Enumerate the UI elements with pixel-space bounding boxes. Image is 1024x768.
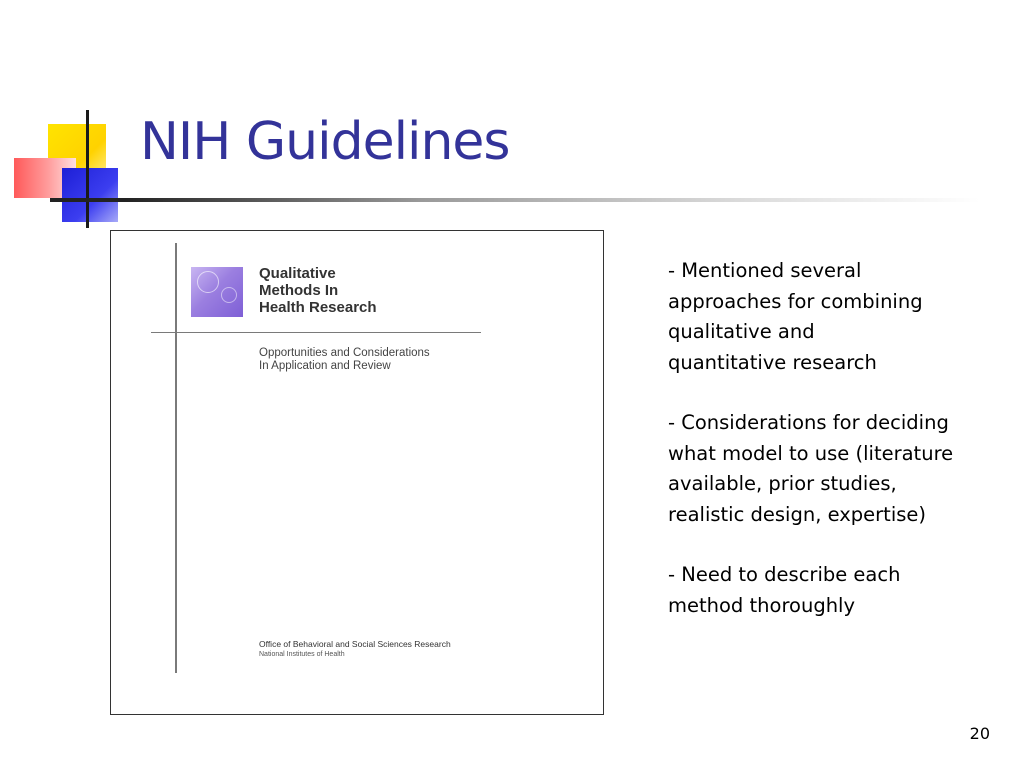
bullet-line: method thoroughly	[668, 593, 856, 617]
cover-subtitle-line: In Application and Review	[259, 360, 391, 372]
bullet-item	[668, 256, 1013, 378]
page-number: 20	[969, 724, 990, 743]
cover-footer	[259, 639, 451, 660]
bullet-line: what model to use (literature	[668, 441, 954, 465]
cover-title-line: Methods In	[259, 282, 339, 299]
cover-title-line: Qualitative	[259, 265, 336, 282]
report-cover-image	[110, 230, 604, 715]
bullet-line: approaches for combining	[668, 289, 923, 313]
cover-footer-org: Office of Behavioral and Social Sciences Research	[259, 639, 451, 649]
cover-title-line: Health Research	[259, 299, 377, 316]
slide-title: NIH Guidelines	[140, 112, 510, 172]
cover-vertical-rule	[175, 243, 177, 673]
cover-bubble-icon	[191, 267, 243, 317]
title-underline	[50, 198, 980, 202]
bullet-item	[668, 408, 1013, 530]
bullet-line: quantitative research	[668, 350, 877, 374]
bullet-line: - Considerations for deciding	[668, 411, 949, 434]
logo-blue-square	[62, 168, 118, 222]
cover-subtitle	[259, 347, 430, 373]
bullet-line: qualitative and	[668, 320, 815, 343]
bullet-line: - Need to describe each	[668, 563, 901, 586]
bullet-line: - Mentioned several	[668, 259, 862, 282]
bullet-item	[668, 560, 1013, 621]
bullet-list	[668, 256, 1013, 651]
cover-subtitle-line: Opportunities and Considerations	[259, 347, 430, 359]
cover-title	[259, 265, 377, 316]
bullet-line: available, prior studies,	[668, 472, 897, 495]
logo-vertical-line	[86, 110, 89, 228]
bullet-line: realistic design, expertise)	[668, 502, 927, 526]
cover-footer-parent: National Institutes of Health	[259, 651, 345, 658]
cover-horizontal-rule	[151, 332, 481, 333]
